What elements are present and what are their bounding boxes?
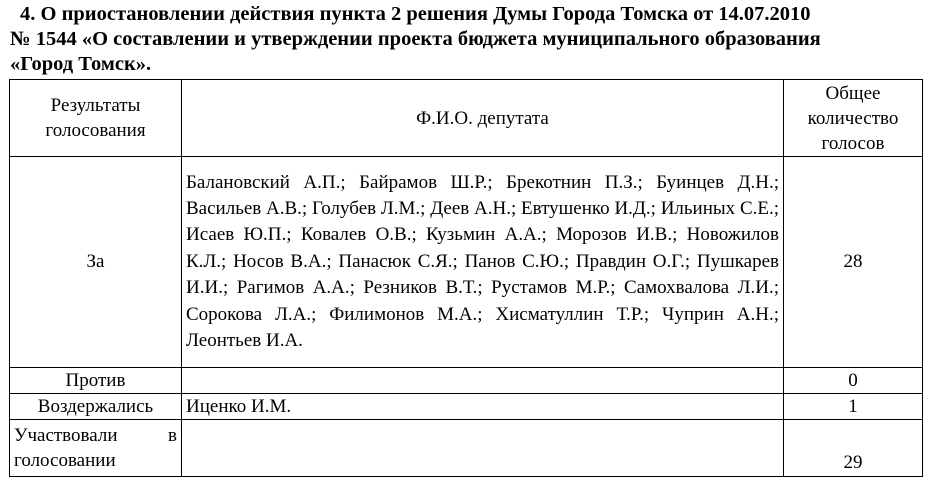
participated-deputies [182, 420, 784, 477]
for-label: За [10, 157, 182, 368]
against-deputies [182, 368, 784, 394]
table-row-participated [10, 420, 923, 477]
heading-line-1: 4. О приостановлении действия пункта 2 решения Думы Города Томска от 14.07.2010 [20, 3, 811, 25]
table-row-for [10, 157, 923, 368]
table-row-abstained [10, 394, 923, 420]
heading-line-3: «Город Томск». [10, 53, 152, 75]
participated-label: Участвовали в голосовании [10, 420, 182, 477]
for-count: 28 [784, 157, 923, 368]
table-header-row [10, 80, 923, 157]
header-result: Результаты голосования [10, 80, 182, 157]
abstained-label: Воздержались [10, 394, 182, 420]
heading-line-2: № 1544 «О составлении и утверждении проекта бюджета муниципального образования [10, 28, 821, 50]
resolution-heading [10, 2, 922, 77]
against-count: 0 [784, 368, 923, 394]
against-label: Против [10, 368, 182, 394]
abstained-deputies: Иценко И.М. [182, 394, 784, 420]
participated-count: 29 [784, 420, 923, 477]
voting-results-table [9, 79, 923, 477]
header-total: Общее количество голосов [784, 80, 923, 157]
header-deputy: Ф.И.О. депутата [182, 80, 784, 157]
abstained-count: 1 [784, 394, 923, 420]
table-row-against [10, 368, 923, 394]
for-deputies: Балановский А.П.; Байрамов Ш.Р.; Брекотнин П.З.; Буинцев Д.Н.; Васильев А.В.; Голубев Л.М.; Деев А.Н.; Евтушенко И.Д.; Ильиных С.Е.; Исаев Ю.П.; Ковалев О.В.; Кузьмин А.А.; Морозов И.В.; Новожилов К.Л.; Носов В.А.; Панасюк С.Я.; Панов С.Ю.; Правдин О.Г.; Пушкарев И.И.; Рагимов А.А.; Резников В.Т.; Рустамов М.Р.; Самохвалова Л.И.; Сорокова Л.А.; Филимонов М.А.; Хисматуллин Т.Р.; Чуприн А.Н.; Леонтьев И.А. [182, 157, 784, 368]
